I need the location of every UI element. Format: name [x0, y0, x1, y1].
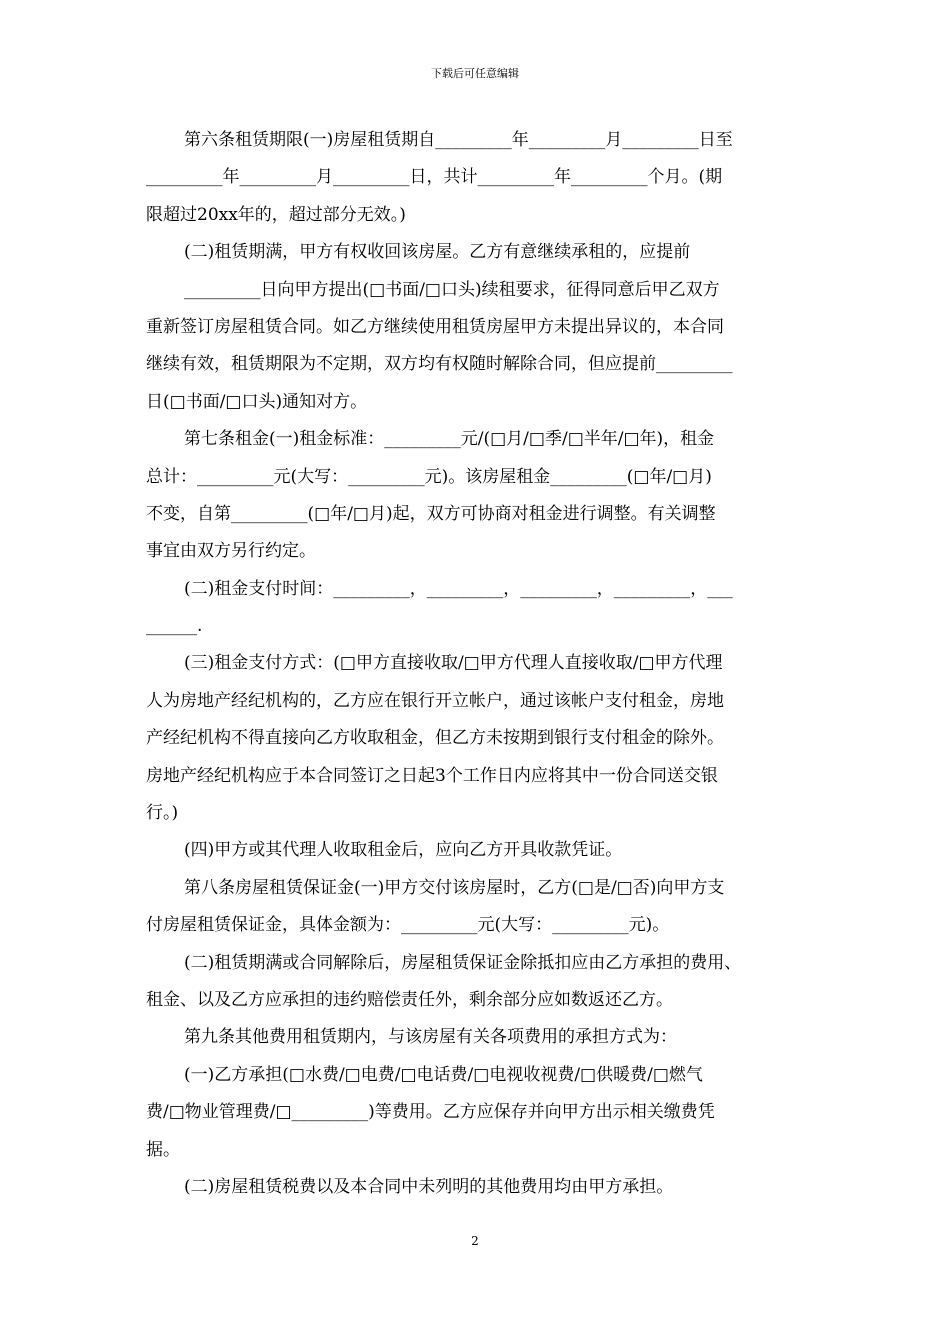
page-header: 下载后可任意编辑	[431, 67, 519, 80]
text-line: 人为房地产经纪机构的，乙方应在银行开立帐户，通过该帐户支付租金，房地	[146, 690, 724, 711]
text-line: 第六条租赁期限(一)房屋租赁期自_________年_________月_________日至	[184, 130, 733, 150]
text-line: 第九条其他费用租赁期内，与该房屋有关各项费用的承担方式为：	[184, 1027, 677, 1048]
text-line: 租金、以及乙方应承担的违约赔偿责任外，剩余部分应如数返还乙方。	[146, 989, 673, 1010]
text-line: 重新签订房屋租赁合同。如乙方继续使用租赁房屋甲方未提出异议的，本合同	[146, 316, 724, 337]
text-line: (二)租金支付时间：_________，_________，_________，_________，___	[184, 578, 733, 599]
text-line: 不变，自第_________(□年/□月)起，双方可协商对租金进行调整。有关调整	[146, 503, 716, 524]
text-line: 继续有效，租赁期限为不定期，双方均有权随时解除合同，但应提前_________	[146, 354, 733, 375]
text-line: 费/□物业管理费/□_________)等费用。乙方应保存并向甲方出示相关缴费凭	[146, 1102, 715, 1123]
text-line: (二)租赁期满或合同解除后，房屋租赁保证金除抵扣应由乙方承担的费用、	[184, 952, 742, 973]
text-line: 总计：_________元(大写：_________元)。该房屋租金_________(□年/□月)	[146, 466, 712, 487]
text-line: 事宜由双方另行约定。	[146, 541, 316, 562]
text-line: 行。)	[146, 803, 179, 824]
text-line: (一)乙方承担(□水费/□电费/□电话费/□电视收视费/□供暖费/□燃气	[184, 1064, 703, 1085]
text-line: _________年_________月_________日，共计_________年_________个月。(期	[146, 167, 723, 188]
text-line: (四)甲方或其代理人收取租金后，应向乙方开具收款凭证。	[184, 840, 623, 861]
page-number: 2	[471, 1234, 479, 1248]
text-line: ______.	[146, 616, 203, 637]
text-line: 据。	[146, 1139, 180, 1160]
text-line: 付房屋租赁保证金，具体金额为：_________元(大写：_________元)。	[146, 915, 670, 936]
document-body	[146, 122, 808, 1206]
text-line: (二)租赁期满，甲方有权收回该房屋。乙方有意继续承租的，应提前	[184, 242, 691, 263]
text-line: 产经纪机构不得直接向乙方收取租金，但乙方未按期到银行支付租金的除外。	[146, 728, 724, 749]
text-line: (二)房屋租赁税费以及本合同中未列明的其他费用均由甲方承担。	[184, 1176, 674, 1197]
text-line: 第八条房屋租赁保证金(一)甲方交付该房屋时，乙方(□是/□否)向甲方支	[184, 877, 725, 898]
text-line: _________日向甲方提出(□书面/□口头)续租要求，征得同意后甲乙双方	[184, 279, 720, 300]
text-line: 日(□书面/□口头)通知对方。	[146, 391, 368, 412]
text-line: 房地产经纪机构应于本合同签订之日起3个工作日内应将其中一份合同送交银	[146, 765, 718, 786]
text-line: (三)租金支付方式：(□甲方直接收取/□甲方代理人直接收取/□甲方代理	[184, 653, 723, 674]
text-line: 限超过20xx年的，超过部分无效。)	[146, 204, 406, 225]
text-line: 第七条租金(一)租金标准：_________元/(□月/□季/□半年/□年)，租金	[184, 429, 715, 450]
